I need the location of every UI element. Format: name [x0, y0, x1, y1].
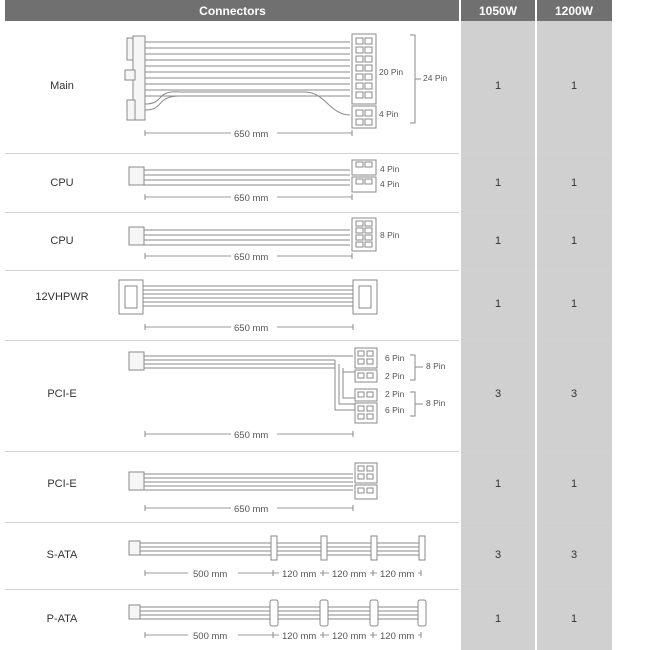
pcie-multi-length-label: 650 mm [234, 430, 269, 441]
row-label-pcie-multi: PCI-E [47, 388, 77, 400]
value-1200w-pcie-single: 1 [570, 478, 578, 490]
pcie-pin-total-lower: 8 Pin [426, 398, 446, 408]
cable-diagrams [5, 0, 460, 650]
row-label-main: Main [50, 80, 74, 92]
value-1200w-12vhpwr: 1 [570, 298, 578, 310]
value-1200w-sata: 3 [570, 549, 578, 561]
header-1200w: 1200W [536, 0, 612, 21]
sata-segment-500: 500 mm [193, 569, 228, 580]
value-1050w-pata: 1 [494, 613, 502, 625]
main-cable-diagram [125, 34, 421, 136]
main-length-label: 650 mm [234, 129, 269, 140]
pcie-pin-label-6-lower: 6 Pin [385, 405, 405, 415]
pata-segment-120-a: 120 mm [282, 631, 317, 642]
value-1050w-pcie-multi: 3 [494, 388, 502, 400]
cpu-8-length-label: 650 mm [234, 252, 269, 263]
value-1050w-cpu-8: 1 [494, 235, 502, 247]
cpu-4plus4-pin-label-2: 4 Pin [380, 179, 400, 189]
cpu-4plus4-pin-label-1: 4 Pin [380, 164, 400, 174]
main-pin-label-4: 4 Pin [379, 109, 399, 119]
value-1200w-cpu-8: 1 [570, 235, 578, 247]
main-pin-total: 24 Pin [423, 73, 448, 83]
pcie-pin-label-6-upper: 6 Pin [385, 353, 405, 363]
pata-segment-120-b: 120 mm [332, 631, 367, 642]
header-1050w: 1050W [460, 0, 536, 21]
row-label-sata: S-ATA [46, 549, 78, 561]
row-label-12vhpwr: 12VHPWR [35, 291, 89, 303]
value-1050w-sata: 3 [494, 549, 502, 561]
value-1050w-pcie-single: 1 [494, 478, 502, 490]
connectors-table [5, 0, 612, 650]
row-label-pata: P-ATA [46, 613, 78, 625]
value-1050w-cpu-4plus4: 1 [494, 177, 502, 189]
value-1200w-pcie-multi: 3 [570, 388, 578, 400]
pcie-pin-label-2-upper: 2 Pin [385, 371, 405, 381]
cpu-8-pin-label: 8 Pin [380, 230, 400, 240]
pcie-pin-total-upper: 8 Pin [426, 361, 446, 371]
pcie-multi-cable-diagram [129, 348, 423, 437]
value-1200w-cpu-4plus4: 1 [570, 177, 578, 189]
pata-segment-500: 500 mm [193, 631, 228, 642]
value-1050w-12vhpwr: 1 [494, 298, 502, 310]
row-label-pcie-single: PCI-E [47, 478, 77, 490]
sata-segment-120-b: 120 mm [332, 569, 367, 580]
pata-segment-120-c: 120 mm [380, 631, 415, 642]
pcie-single-length-label: 650 mm [234, 504, 269, 515]
value-1200w-pata: 1 [570, 613, 578, 625]
12vhpwr-length-label: 650 mm [234, 323, 269, 334]
sata-segment-120-a: 120 mm [282, 569, 317, 580]
pcie-pin-label-2-lower: 2 Pin [385, 389, 405, 399]
header-connectors: Connectors [5, 0, 460, 21]
value-1200w-main: 1 [570, 80, 578, 92]
row-label-cpu-8: CPU [50, 235, 74, 247]
row-label-cpu-4plus4: CPU [50, 177, 74, 189]
sata-segment-120-c: 120 mm [380, 569, 415, 580]
main-pin-label-20: 20 Pin [379, 67, 404, 77]
cpu-4plus4-length-label: 650 mm [234, 193, 269, 204]
value-1050w-main: 1 [494, 80, 502, 92]
